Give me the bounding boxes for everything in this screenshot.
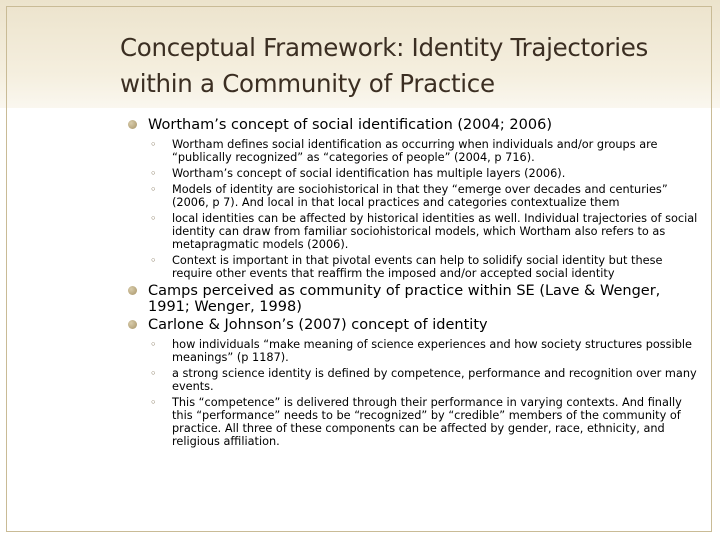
sub-bullet-item	[148, 367, 704, 393]
sub-bullet-text: This “competence” is delivered through their performance in varying contexts. And finally this “performance” needs to be “recognized” by “credible” members of the community of practice. All three of these components can be affected by gender, race, ethnicity, and religious affiliation.	[172, 396, 682, 448]
round-bullet-icon	[128, 320, 137, 329]
ring-bullet-icon: ◦	[150, 167, 157, 180]
sub-bullet-text: Wortham’s concept of social identification has multiple layers (2006).	[172, 167, 566, 180]
sub-bullet-text: Models of identity are sociohistorical in that they “emerge over decades and centuries” (2006, p 7). And local in that local practices and categories contextualize them	[172, 183, 668, 209]
sub-bullet-item	[148, 167, 704, 180]
ring-bullet-icon: ◦	[150, 138, 157, 151]
bullet-text: Camps perceived as community of practice within SE (Lave & Wenger, 1991; Wenger, 1998)	[148, 283, 661, 315]
sub-bullet-text: Wortham defines social identification as occurring when individuals and/or groups are “publically recognized” as “categories of people” (2004, p 716).	[172, 138, 658, 164]
ring-bullet-icon: ◦	[150, 212, 157, 225]
sub-bullet-text: how individuals “make meaning of science experiences and how society structures possible meanings” (p 1187).	[172, 338, 692, 364]
sub-bullet-text: a strong science identity is defined by competence, performance and recognition over many events.	[172, 367, 697, 393]
sub-bullet-item	[148, 254, 704, 280]
bullet-text: Wortham’s concept of social identification (2004; 2006)	[148, 117, 552, 133]
sub-bullet-list	[148, 338, 704, 448]
sub-bullet-text: local identities can be affected by historical identities as well. Individual trajectories of social identity can draw from familiar sociohistorical models, which Wortham also refers to as metapragmatic models (2006).	[172, 212, 698, 251]
bullet-text: Carlone & Johnson’s (2007) concept of identity	[148, 317, 488, 333]
ring-bullet-icon: ◦	[150, 183, 157, 196]
sub-bullet-item	[148, 338, 704, 364]
ring-bullet-icon: ◦	[150, 367, 157, 380]
sub-bullet-item	[148, 183, 704, 209]
sub-bullet-list	[148, 138, 704, 280]
ring-bullet-icon: ◦	[150, 338, 157, 351]
ring-bullet-icon: ◦	[150, 396, 157, 409]
sub-bullet-item	[148, 138, 704, 164]
bullet-list	[126, 117, 704, 448]
slide-content	[126, 117, 704, 451]
slide-title: Conceptual Framework: Identity Trajectories within a Community of Practice	[120, 33, 649, 98]
bullet-item	[126, 317, 704, 448]
round-bullet-icon	[128, 120, 137, 129]
sub-bullet-item	[148, 396, 704, 448]
sub-bullet-item	[148, 212, 704, 251]
ring-bullet-icon: ◦	[150, 254, 157, 267]
sub-bullet-text: Context is important in that pivotal events can help to solidify social identity but these require other events that reaffirm the imposed and/or accepted social identity	[172, 254, 663, 280]
bullet-item	[126, 117, 704, 280]
bullet-item	[126, 283, 704, 315]
round-bullet-icon	[128, 286, 137, 295]
